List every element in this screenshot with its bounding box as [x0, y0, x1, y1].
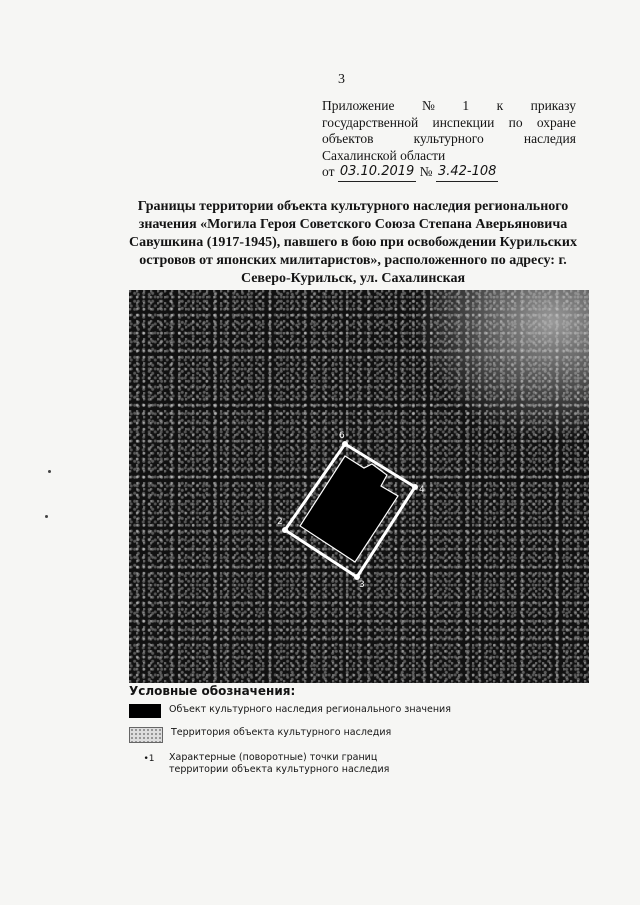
appendix-word: объектов	[322, 131, 374, 146]
point-label: 2	[277, 517, 283, 527]
legend-label: Территория объекта культурного наследия	[171, 727, 392, 738]
scan-speck	[45, 515, 48, 518]
page-number: 3	[338, 72, 345, 87]
boundary-point	[342, 441, 348, 447]
appendix-word: культурного	[413, 131, 484, 146]
appendix-line-2	[322, 115, 576, 132]
point-label: 3	[359, 580, 365, 590]
appendix-line-3	[322, 131, 576, 148]
map-legend	[129, 684, 589, 785]
appendix-word: охране	[536, 114, 576, 130]
point-label: 4	[419, 485, 425, 495]
legend-label: Характерные (поворотные) точки границ	[169, 752, 378, 763]
legend-title: Условные обозначения:	[129, 684, 296, 698]
appendix-word: Приложение	[322, 98, 395, 113]
order-number: 3.42-108	[436, 164, 498, 182]
appendix-word: по	[508, 114, 523, 130]
number-prefix: №	[419, 164, 433, 179]
appendix-header	[322, 98, 576, 182]
object-swatch-icon	[129, 704, 161, 718]
territory-swatch-icon	[129, 727, 163, 743]
legend-item-points	[129, 752, 589, 776]
point-label: 6	[339, 431, 345, 441]
appendix-word: 1	[462, 98, 470, 113]
point-marker-icon: •1	[143, 754, 155, 764]
order-date: 03.10.2019	[338, 164, 416, 182]
boundary-point	[412, 484, 418, 490]
appendix-word: инспекции	[432, 114, 495, 130]
date-prefix: от	[322, 164, 335, 179]
appendix-region: Сахалинской области	[322, 147, 446, 163]
document-title: Границы территории объекта культурного наследия регионального значения «Могила Героя Советского Союза Степана Аверьяновича Савушкина (1917-1945), павшего в бою при освобождении Курильских островов от японских милитаристов», расположенного по адресу: г. Северо-Курильск, ул. Сахалинская	[129, 199, 577, 286]
legend-item-object	[129, 704, 589, 718]
boundary-point	[282, 527, 288, 533]
appendix-line-1	[322, 98, 576, 115]
legend-label: территории объекта культурного наследия	[169, 764, 390, 775]
appendix-word: №	[421, 98, 435, 113]
appendix-word: наследия	[523, 131, 576, 146]
appendix-word: государственной	[322, 114, 419, 130]
satellite-map	[129, 290, 589, 683]
legend-label: Объект культурного наследия регионального значения	[169, 704, 451, 715]
boundary-overlay	[129, 290, 589, 683]
appendix-line-4	[322, 148, 576, 165]
scan-speck	[48, 470, 51, 473]
legend-item-territory	[129, 727, 589, 743]
appendix-word: к	[496, 98, 504, 113]
appendix-word: приказу	[530, 98, 576, 113]
appendix-date-line	[322, 164, 576, 182]
